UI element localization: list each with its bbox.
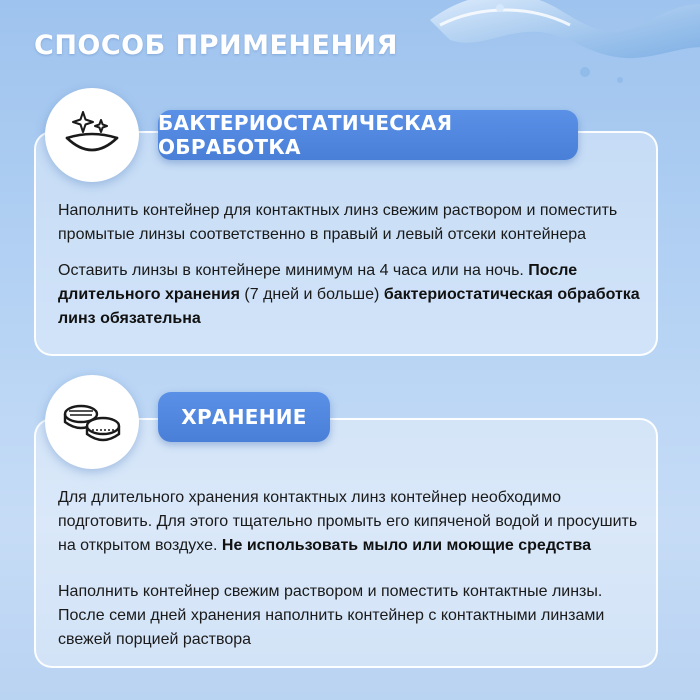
- storage-paragraph-1: [58, 486, 643, 558]
- storage-icon-circle: [45, 375, 139, 469]
- paragraph-bold-text: После длительного хранения: [58, 262, 578, 303]
- paragraph-bold-text: Не использовать мыло или моющие средства: [221, 537, 592, 554]
- paragraph-bold-text: бактериостатическая обработка линз обязательна: [58, 286, 640, 327]
- bacteriostatic-paragraph-1: Наполнить контейнер для контактных линз свежим раствором и поместить промытые линзы соответственно в правый и левый отсеки контейнера: [58, 202, 618, 243]
- bacteriostatic-icon-circle: [45, 88, 139, 182]
- paragraph-text: Оставить линзы в контейнере минимум на 4 часа или на ночь.: [58, 262, 529, 279]
- storage-heading-label: ХРАНЕНИЕ: [181, 405, 307, 429]
- lens-container-icon: [61, 398, 123, 446]
- water-splash-image: [410, 0, 700, 100]
- bacteriostatic-paragraph-2: [58, 259, 643, 331]
- bacteriostatic-heading-label: БАКТЕРИОСТАТИЧЕСКАЯ ОБРАБОТКА: [158, 111, 453, 159]
- bacteriostatic-heading: [158, 110, 578, 160]
- lens-sparkle-icon: [63, 110, 121, 160]
- storage-paragraph-2: Наполнить контейнер свежим раствором и поместить контактные линзы. После семи дней хранения наполнить контейнер с контактными линзами свежей порцией раствора: [58, 583, 605, 648]
- paragraph-text: (7 дней и больше): [239, 286, 384, 303]
- storage-heading: [158, 392, 330, 442]
- paragraph-text: Для длительного хранения контактных линз контейнер необходимо подготовить. Для этого тщательно промыть его кипяченой водой и просушить на открытом воздухе.: [58, 489, 638, 554]
- page-title: СПОСОБ ПРИМЕНЕНИЯ: [34, 30, 398, 61]
